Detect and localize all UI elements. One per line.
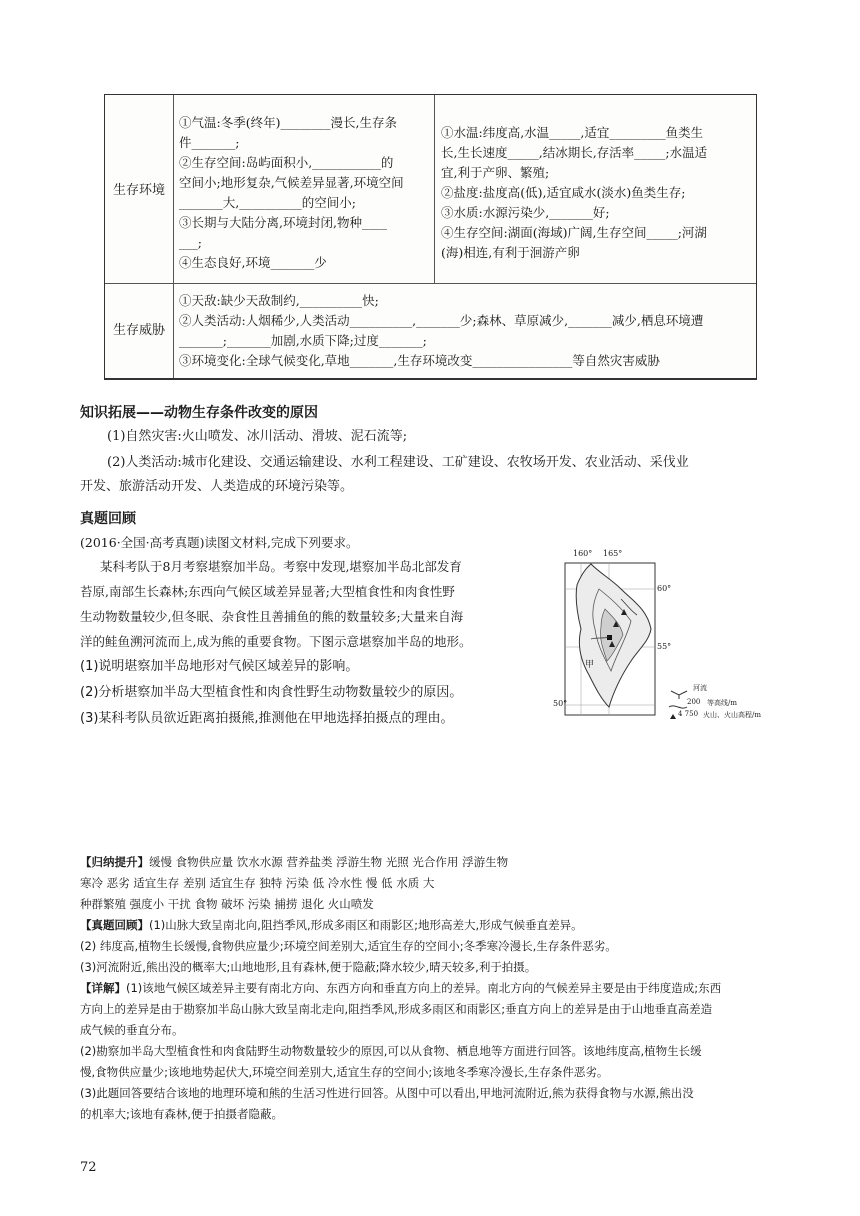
latitude-label: 50°	[553, 699, 568, 708]
legend-river: 河流	[693, 684, 707, 692]
table-line: ④生存空间:湖面(海域)广阔,生存空间_____;河湖	[441, 225, 707, 240]
answer-line: 成气候的垂直分布。	[80, 1023, 184, 1037]
answer-text: (1)山脉大致呈南北向,阻挡季风,形成多雨区和雨影区;地形高差大,形成气候垂直差异。	[149, 918, 583, 932]
answer-line	[80, 915, 800, 936]
environment-left-cell	[179, 113, 429, 273]
answer-tag: 【真题回顾】	[80, 918, 149, 932]
table-line: ②生存空间:岛屿面积小,___________的	[179, 155, 394, 170]
expand-p1: (1)自然灾害:火山喷发、冰川活动、滑坡、泥石流等;	[107, 429, 408, 444]
row-label-environment: 生存环境	[112, 183, 165, 198]
answers-block	[80, 852, 800, 1125]
table-line: ②人类活动:人烟稀少,人类活动__________,_______少;森林、草原减少,_______减少,栖息环境遭	[179, 313, 704, 328]
page-number: 72	[80, 1160, 97, 1175]
review-source: (2016·全国·高考真题)读图文材料,完成下列要求。	[80, 535, 359, 550]
table-line: ③长期与大陆分离,环境封闭,物种____	[179, 215, 387, 230]
table-row-line	[105, 283, 756, 284]
table-line: ①气温:冬季(终年)________漫长,生存条	[179, 115, 397, 130]
table-line: 宜,利于产卵、繁殖;	[441, 165, 550, 180]
table-line: ③水质:水源污染少,_______好;	[441, 205, 610, 220]
answer-tag: 【归纳提升】	[80, 855, 149, 869]
legend-contour-value: 200	[687, 698, 701, 706]
table-line: ③环境变化:全球气候变化,草地_______,生存环境改变________________等自然灾害威胁	[179, 353, 660, 368]
answer-line: (3)此题回答要结合该地的地理环境和熊的生活习性进行回答。从图中可以看出,甲地河流附近,熊为获得食物与水源,熊出没	[80, 1086, 694, 1100]
answer-line: 慢,食物供应量少;该地地势起伏大,环境空间差别大,适宜生存的空间小;该地冬季寒冷漫长,生存条件恶劣。	[80, 1065, 609, 1079]
expand-heading: 知识拓展——动物生存条件改变的原因	[80, 405, 318, 421]
question-2: (2)分析堪察加半岛大型植食性和肉食性野生动物数量较少的原因。	[80, 685, 463, 700]
table-line: ①水温:纬度高,水温_____,适宜_________鱼类生	[441, 125, 704, 140]
longitude-label: 165°	[603, 549, 623, 558]
table-line: (海)相连,有利于洄游产卵	[441, 245, 580, 260]
legend-contour: 等高线/m	[707, 699, 737, 707]
table-line: 长,生长速度_____,结冰期长,存活率_____;水温适	[441, 145, 708, 160]
material-line: 生动物数量较少,但冬眠、杂食性且善捕鱼的熊的数量较多;大量来自海	[80, 609, 464, 624]
latitude-label: 60°	[657, 584, 672, 593]
table-line: ①天敌:缺少天敌制约,__________快;	[179, 293, 379, 308]
table-bottom-line	[105, 378, 756, 379]
table-line: ②盐度:盐度高(低),适宜咸水(淡水)鱼类生存;	[441, 185, 686, 200]
material-line: 某科考队于8月考察堪察加半岛。考察中发现,堪察加半岛北部发育	[100, 559, 462, 574]
knowledge-table	[104, 94, 757, 380]
legend-volcano-value: 4 750	[678, 710, 699, 718]
table-line: ___;	[179, 235, 202, 250]
table-line: _______;_______加剧,水质下降;过度_______;	[179, 333, 427, 348]
answer-line: 寒冷 恶劣 适宜生存 差别 适宜生存 独特 污染 低 冷水性 慢 低 水质 大	[80, 876, 435, 890]
table-line: _______大,__________的空间小;	[179, 195, 356, 210]
answer-line: (2) 纬度高,植物生长缓慢,食物供应量少;环境空间差别大,适宜生存的空间小;冬季寒冷漫长,生存条件恶劣。	[80, 939, 617, 953]
answer-line: (3)河流附近,熊出没的概率大;山地地形,且有森林,便于隐蔽;降水较少,晴天较多,利于拍摄。	[80, 960, 537, 974]
place-label: 甲	[585, 660, 595, 670]
latitude-label: 55°	[657, 642, 672, 651]
answer-line: (2)勘察加半岛大型植食性和肉食陆野生动物数量较少的原因,可以从食物、栖息地等方面进行回答。该地纬度高,植物生长缓	[80, 1044, 702, 1058]
kamchatka-map	[551, 549, 782, 721]
answer-text: (1)该地气候区域差异主要有南北方向、东西方向和垂直方向上的差异。南北方向的气候差异主要是由于纬度造成;东西	[126, 981, 722, 995]
answer-line	[80, 852, 800, 873]
map-svg	[551, 549, 782, 721]
expand-p2: (2)人类活动:城市化建设、交通运输建设、水利工程建设、工矿建设、农牧场开发、农业活动、采伐业	[107, 455, 689, 470]
threat-cell	[179, 291, 754, 371]
table-line: 件_______;	[179, 135, 240, 150]
material-line: 洋的鲑鱼溯河流而上,成为熊的重要食物。下图示意堪察加半岛的地形。	[80, 634, 472, 649]
table-line: ④生态良好,环境_______少	[179, 255, 327, 270]
question-1: (1)说明堪察加半岛地形对气候区域差异的影响。	[80, 659, 359, 674]
review-heading: 真题回顾	[80, 511, 136, 527]
material-line: 苔原,南部生长森林;东西向气候区域差异显著;大型植食性和肉食性野	[80, 584, 455, 599]
environment-right-cell	[441, 123, 753, 263]
question-3: (3)某科考队员欲近距离拍摄熊,推测他在甲地选择拍摄点的理由。	[80, 711, 454, 726]
longitude-label: 160°	[573, 549, 593, 558]
table-line: 空间小;地形复杂,气候差异显著,环境空间	[179, 175, 404, 190]
expand-p2-cont: 开发、旅游活动开发、人类造成的环境污染等。	[80, 479, 354, 494]
answer-line: 的机率大;该地有森林,便于拍摄者隐蔽。	[80, 1107, 284, 1121]
legend-volcano: 火山、火山高程/m	[703, 711, 761, 719]
table-divider	[173, 95, 174, 379]
answer-text: 缓慢 食物供应量 饮水水源 营养盐类 浮游生物 光照 光合作用 浮游生物	[149, 855, 509, 869]
answer-line: 方向上的差异是由于勘察加半岛山脉大致呈南北走向,阻挡季风,形成多雨区和雨影区;垂直方向上的差异是由于山地垂直高差造	[80, 1002, 713, 1016]
table-divider	[434, 95, 435, 283]
answer-line: 种群繁殖 强度小 干扰 食物 破坏 污染 捕捞 退化 火山喷发	[80, 897, 374, 911]
row-label-threat: 生存威胁	[112, 323, 165, 338]
answer-line	[80, 978, 800, 999]
answer-tag: 【详解】	[80, 981, 126, 995]
